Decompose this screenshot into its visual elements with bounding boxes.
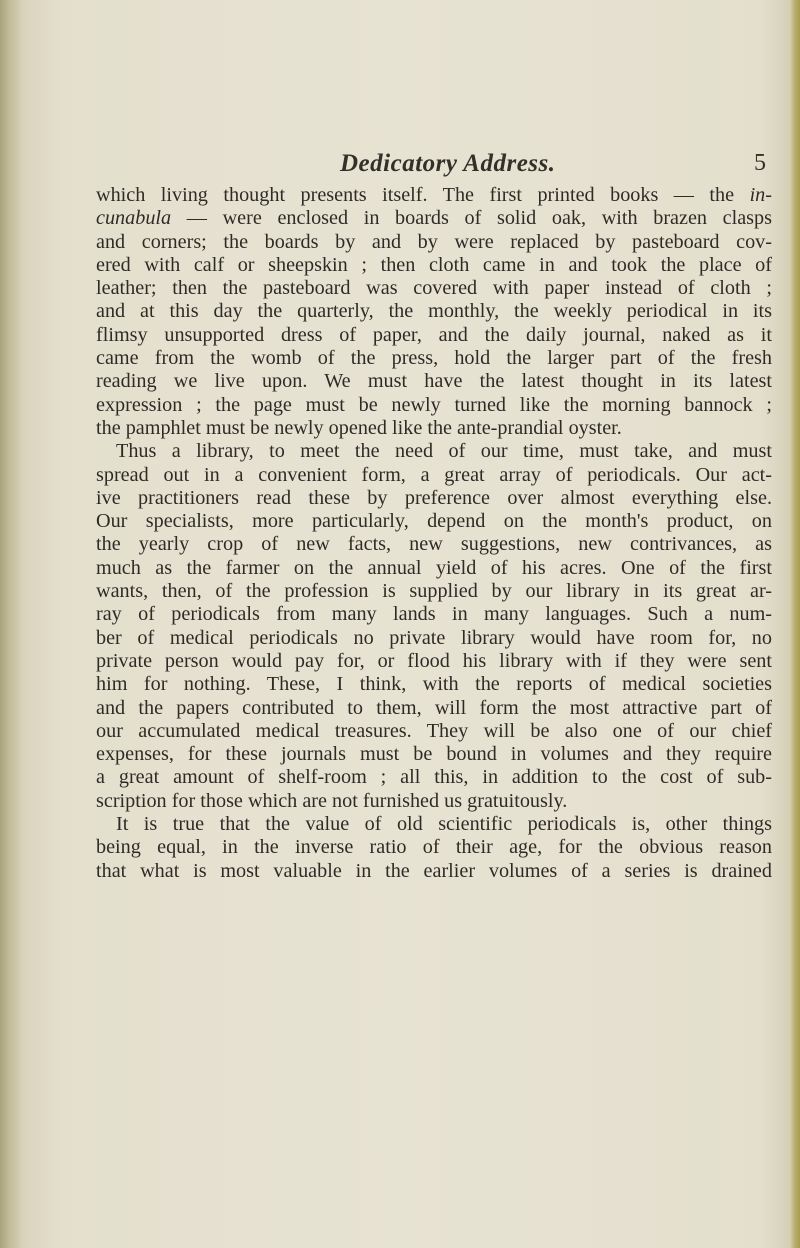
text-line: wants, then, of the profession is supplied by our library in its great ar-: [96, 580, 772, 603]
text-line: leather; then the pasteboard was covered with paper instead of cloth ;: [96, 277, 772, 300]
text-line: much as the farmer on the annual yield of his acres. One of the first: [96, 556, 772, 579]
text-line: ive practitioners read these by preference over almost everything else.: [96, 486, 772, 509]
text-line: a great amount of shelf-room ; all this, in addition to the cost of sub-: [96, 766, 772, 789]
text-line: being equal, in the inverse ratio of their age, for the obvious reason: [96, 836, 772, 859]
text-line: cunabula — were enclosed in boards of solid oak, with brazen clasps: [96, 207, 772, 230]
text-line: that what is most valuable in the earlier volumes of a series is drained: [96, 859, 772, 882]
text-line: It is true that the value of old scientific periodicals is, other things: [116, 813, 772, 836]
body-text: [96, 184, 772, 883]
page-edge-shadow: [790, 0, 800, 1248]
text-line: ered with calf or sheepskin ; then cloth came in and took the place of: [96, 253, 772, 276]
text-line: expenses, for these journals must be bound in volumes and they require: [96, 743, 772, 766]
text-line: Our specialists, more particularly, depend on the month's product, on: [96, 510, 772, 533]
text-line: which living thought presents itself. The first printed books — the in-: [96, 184, 772, 206]
text-line: the yearly crop of new facts, new suggestions, new contrivances, as: [96, 533, 772, 556]
text-line: reading we live upon. We must have the latest thought in its latest: [96, 370, 772, 393]
text-line: Thus a library, to meet the need of our time, must take, and must: [116, 440, 772, 463]
text-line: and at this day the quarterly, the monthly, the weekly periodical in its: [96, 300, 772, 323]
text-line: scription for those which are not furnished us gratuitously.: [96, 789, 568, 812]
text-line: and corners; the boards by and by were replaced by pasteboard cov-: [96, 230, 772, 253]
text-line: private person would pay for, or flood his library with if they were sent: [96, 649, 772, 672]
page-gutter-shadow: [0, 0, 22, 1248]
text-line: ray of periodicals from many lands in many languages. Such a num-: [96, 603, 772, 626]
page-number: 5: [754, 150, 766, 176]
text-line: him for nothing. These, I think, with the reports of medical societies: [96, 673, 772, 696]
text-line: came from the womb of the press, hold the larger part of the fresh: [96, 347, 772, 370]
text-line: spread out in a convenient form, a great array of periodicals. Our act-: [96, 463, 772, 486]
text-line: flimsy unsupported dress of paper, and the daily journal, naked as it: [96, 323, 772, 346]
text-line: and the papers contributed to them, will form the most attractive part of: [96, 696, 772, 719]
running-head: Dedicatory Address.: [340, 150, 556, 177]
text-line: expression ; the page must be newly turned like the morning bannock ;: [96, 393, 772, 416]
text-line: our accumulated medical treasures. They will be also one of our chief: [96, 719, 772, 742]
text-line: the pamphlet must be newly opened like the ante-prandial oyster.: [96, 416, 622, 439]
text-line: ber of medical periodicals no private library would have room for, no: [96, 626, 772, 649]
